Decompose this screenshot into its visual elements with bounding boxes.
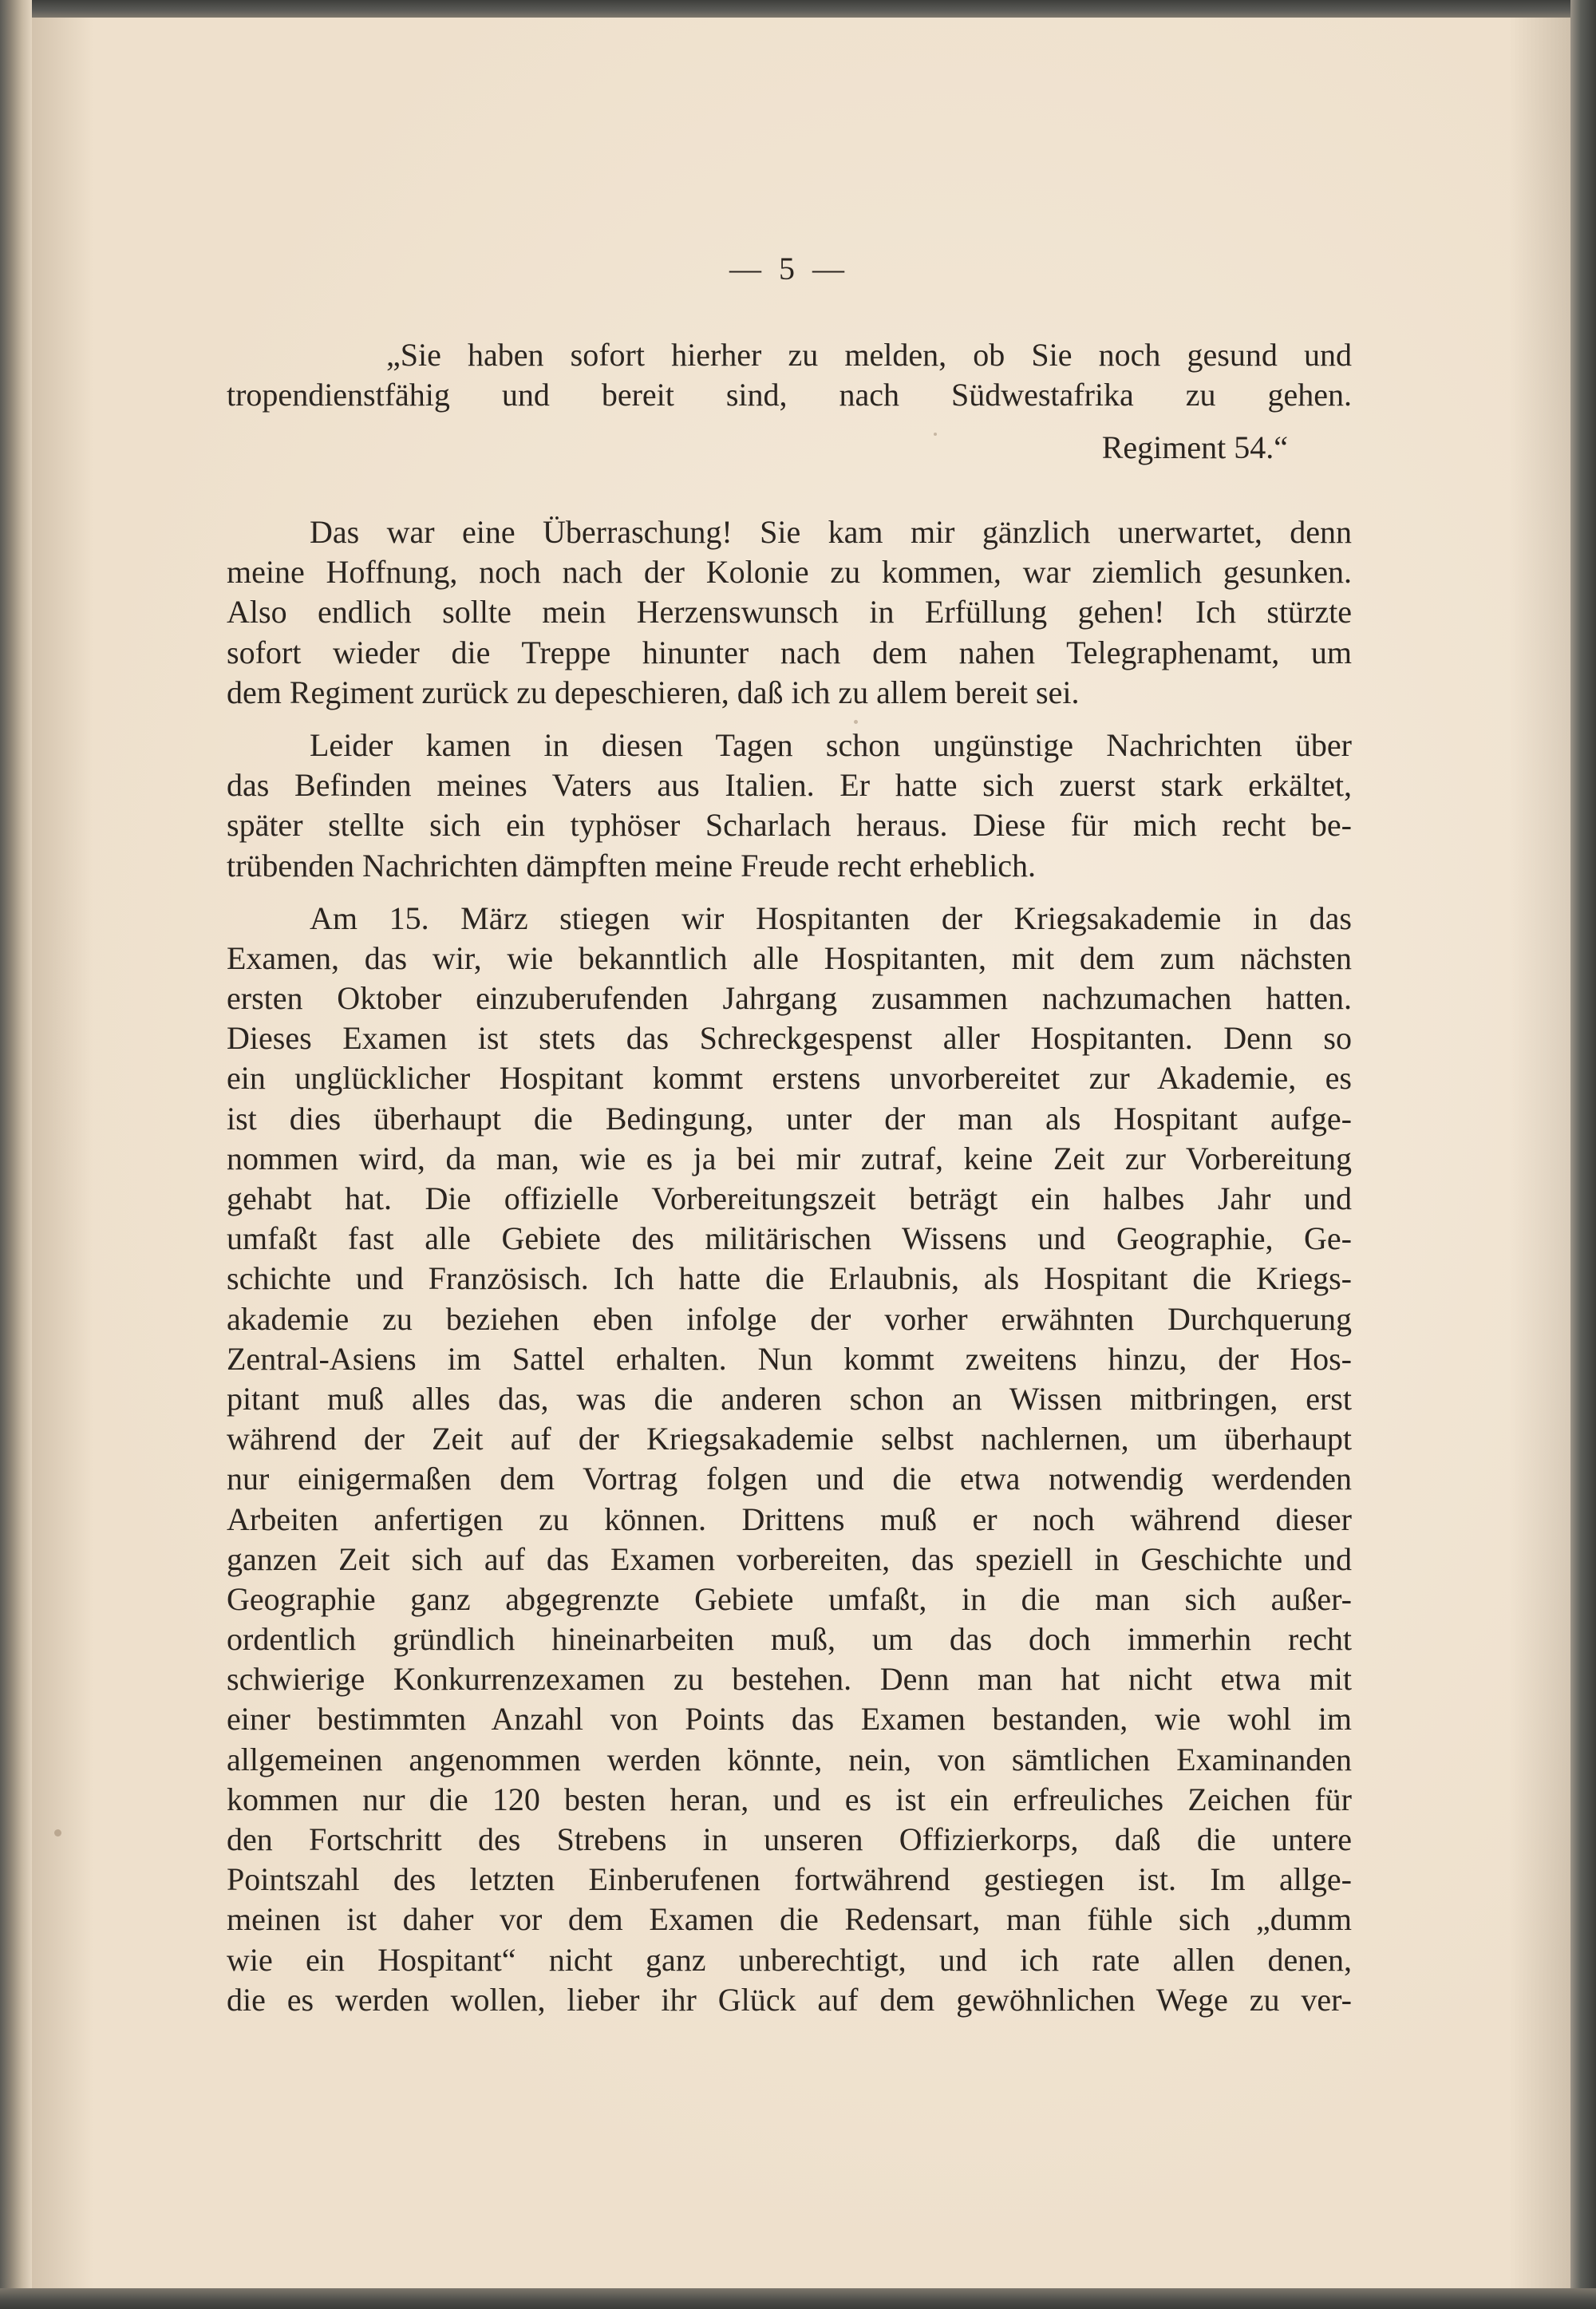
text-line: Pointszahl des letzten Einberufenen fortwährend gestiegen ist. Im allge- [227,1861,1352,1898]
text-line: das Befinden meines Vaters aus Italien. Er hatte sich zuerst stark erkältet, [227,767,1352,804]
text-line: einer bestimmten Anzahl von Points das Examen bestanden, wie wohl im [227,1701,1352,1738]
quote-signature: Regiment 54.“ [1101,429,1288,465]
text-line: gehabt hat. Die offizielle Vorbereitungszeit beträgt ein halbes Jahr und [227,1180,1352,1216]
text-line: die es werden wollen, lieber ihr Glück auf dem gewöhnlichen Wege zu ver- [227,1981,1352,2018]
body-paragraphs [227,512,1352,2033]
paragraph [227,726,1352,886]
text-line: während der Zeit auf der Kriegsakademie selbst nachlernen, um überhaupt [227,1421,1352,1457]
text-line: Zentral-Asiens im Sattel erhalten. Nun kommt zweitens hinzu, der Hos- [227,1340,1352,1377]
text-line: nommen wird, da man, wie es ja bei mir zutraf, keine Zeit zur Vorbereitung [227,1140,1352,1176]
book-edge-bottom [0,2288,1596,2309]
text-line: Dieses Examen ist stets das Schreckgespenst aller Hospitanten. Denn so [227,1020,1352,1057]
text-line: Examen, das wir, wie bekanntlich alle Hospitanten, mit dem zum nächsten [227,939,1352,976]
text-line: meinen ist daher vor dem Examen die Redensart, man fühle sich „dumm [227,1901,1352,1938]
text-line: wie ein Hospitant“ nicht ganz unberechtigt, und ich rate allen denen, [227,1941,1352,1978]
text-line: trübenden Nachrichten dämpften meine Freude recht erheblich. [227,847,1037,884]
telegram-quote [227,335,1352,465]
text-line: ist dies überhaupt die Bedingung, unter der man als Hospitant aufge- [227,1100,1352,1137]
text-line: Geographie ganz abgegrenzte Gebiete umfaßt, in die man sich außer- [227,1580,1352,1617]
text-line: schichte und Französisch. Ich hatte die Erlaubnis, als Hospitant die Kriegs- [227,1260,1352,1297]
text-line: ein unglücklicher Hospitant kommt erstens unvorbereitet zur Akademie, es [227,1060,1352,1097]
quote-line: „Sie haben sofort hierher zu melden, ob Sie noch gesund und [386,337,1352,373]
text-line: ordentlich gründlich hineinarbeiten muß, um das doch immerhin recht [227,1621,1352,1658]
text-line: Am 15. März stiegen wir Hospitanten der Kriegsakademie in das [310,899,1352,936]
text-line: Also endlich sollte mein Herzenswunsch in Erfüllung gehen! Ich stürzte [227,594,1352,631]
text-line: Arbeiten anfertigen zu können. Drittens muß er noch während dieser [227,1500,1352,1537]
text-line: umfaßt fast alle Gebiete des militärischen Wissens und Geographie, Ge- [227,1220,1352,1257]
text-line: Das war eine Überraschung! Sie kam mir gänzlich unerwartet, denn [310,514,1352,550]
text-line: allgemeinen angenommen werden könnte, nein, von sämtlichen Examinanden [227,1741,1352,1777]
book-edge-right [1570,0,1596,2309]
book-edge-top [0,0,1596,18]
text-line: sofort wieder die Treppe hinunter nach dem nahen Telegraphenamt, um [227,634,1352,670]
text-line: später stellte sich ein typhöser Scharlach heraus. Diese für mich recht be- [227,807,1352,844]
book-page [32,18,1570,2288]
quote-line: tropendienstfähig und bereit sind, nach Südwestafrika zu gehen. [227,377,1352,413]
book-edge-left [0,0,32,2309]
text-line: pitant muß alles das, was die anderen schon an Wissen mitbringen, erst [227,1380,1352,1417]
text-line: kommen nur die 120 besten heran, und es ist ein erfreuliches Zeichen für [227,1781,1352,1817]
paper-spot [54,1829,61,1837]
text-line: Leider kamen in diesen Tagen schon ungünstige Nachrichten über [310,726,1352,763]
page-number: — 5 — [729,251,849,287]
paragraph [227,899,1352,2020]
text-line: akademie zu beziehen eben infolge der vorher erwähnten Durchquerung [227,1300,1352,1337]
text-line: schwierige Konkurrenzexamen zu bestehen. Denn man hat nicht etwa mit [227,1661,1352,1698]
text-line: dem Regiment zurück zu depeschieren, daß ich zu allem bereit sei. [227,674,1080,710]
text-line: meine Hoffnung, noch nach der Kolonie zu kommen, war ziemlich gesunken. [227,554,1352,591]
text-line: ersten Oktober einzuberufenden Jahrgang zusammen nachzumachen hatten. [227,980,1352,1017]
text-line: den Fortschritt des Strebens in unseren Offizierkorps, daß die untere [227,1821,1352,1857]
paragraph [227,512,1352,713]
paper-spot [934,433,937,436]
text-line: ganzen Zeit sich auf das Examen vorbereiten, das speziell in Geschichte und [227,1540,1352,1577]
text-line: nur einigermaßen dem Vortrag folgen und die etwa notwendig werdenden [227,1461,1352,1497]
